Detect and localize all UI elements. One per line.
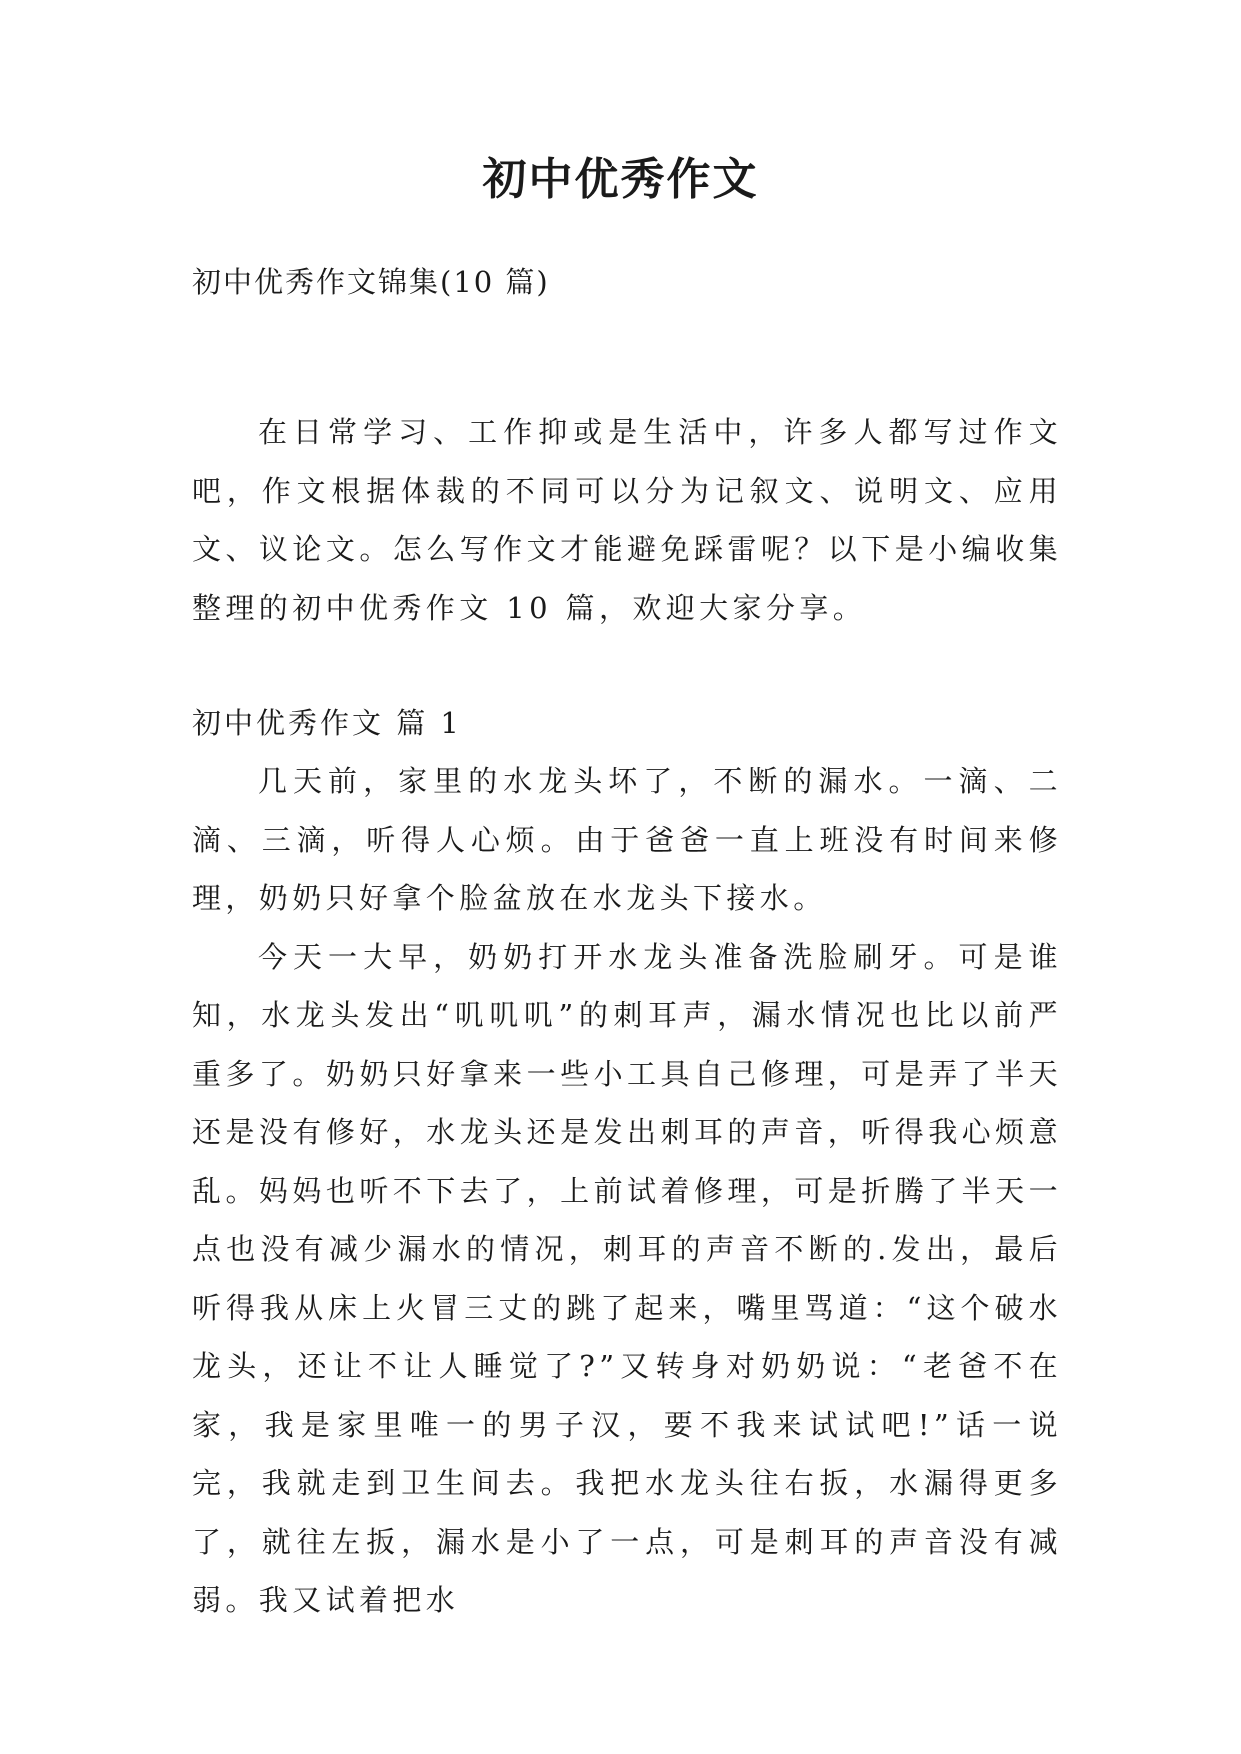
- document-title: 初中优秀作文: [482, 154, 759, 205]
- intro-paragraph: 在日常学习、工作抑或是生活中，许多人都写过作文吧，作文根据体裁的不同可以分为记叙文、说明文、应用文、议论文。怎么写作文才能避免踩雷呢？以下是小编收集整理的初中优秀作文 10 篇，欢迎大家分享。: [192, 415, 1062, 625]
- intro-block: [192, 403, 1062, 637]
- body-paragraph-2: 今天一大早，奶奶打开水龙头准备洗脸刷牙。可是谁知，水龙头发出“叽叽叽”的刺耳声，漏水情况也比以前严重多了。奶奶只好拿来一些小工具自己修理，可是弄了半天还是没有修好，水龙头还是发出刺耳的声音，听得我心烦意乱。妈妈也听不下去了，上前试着修理，可是折腾了半天一点也没有减少漏水的情况，刺耳的声音不断的.发出，最后听得我从床上火冒三丈的跳了起来，嘴里骂道：“这个破水龙头，还让不让人睡觉了?”又转身对奶奶说：“老爸不在家，我是家里唯一的男子汉，要不我来试试吧!”话一说完，我就走到卫生间去。我把水龙头往右扳，水漏得更多了，就往左扳，漏水是小了一点，可是刺耳的声音没有减弱。我又试着把水: [192, 939, 1062, 1617]
- document-subtitle: 初中优秀作文锦集(10 篇): [192, 265, 550, 299]
- section-heading: 初中优秀作文 篇 1: [192, 706, 462, 740]
- section-body: [192, 752, 1062, 1630]
- body-paragraph-1: 几天前，家里的水龙头坏了，不断的漏水。一滴、二滴、三滴，听得人心烦。由于爸爸一直上班没有时间来修理，奶奶只好拿个脸盆放在水龙头下接水。: [192, 764, 1062, 915]
